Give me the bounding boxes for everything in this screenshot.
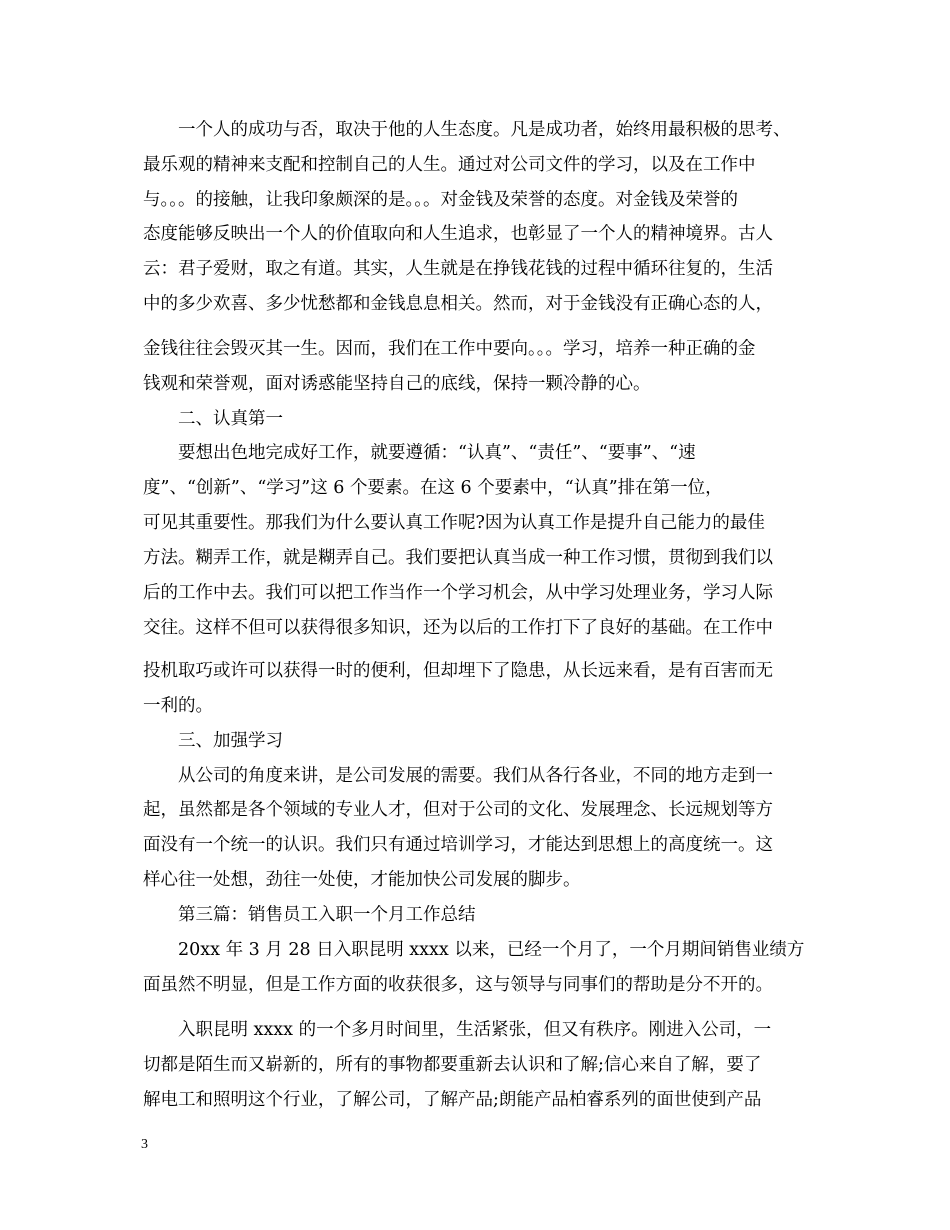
text-line: 样心往一处想，劲往一处使，才能加快公司发展的脚步。	[143, 870, 581, 890]
text-line: 起，虽然都是各个领域的专业人才，但对于公司的文化、发展理念、长远规划等方	[143, 800, 773, 820]
section-heading: 三、加强学习	[178, 731, 283, 751]
text-line: 与。。。的接触，让我印象颇深的是。。。对金钱及荣誉的态度。对金钱及荣誉的	[143, 190, 738, 210]
text-line: 投机取巧或许可以获得一时的便利，但却埋下了隐患，从长远来看，是有百害而无	[143, 661, 773, 681]
text-line: 云：君子爱财，取之有道。其实，人生就是在挣钱花钱的过程中循环往复的，生活	[143, 259, 773, 279]
text-line: 钱观和荣誉观，面对诱惑能坚持自己的底线，保持一颗冷静的心。	[143, 374, 651, 394]
text-line: 态度能够反映出一个人的价值取向和人生追求，也彰显了一个人的精神境界。古人	[143, 224, 773, 244]
text-line: 可见其重要性。那我们为什么要认真工作呢?因为认真工作是提升自己能力的最佳	[143, 513, 765, 533]
text-line: 切都是陌生而又崭新的，所有的事物都要重新去认识和了解;信心来自了解，要了	[143, 1055, 762, 1075]
text-line: 面没有一个统一的认识。我们只有通过培训学习，才能达到思想上的高度统一。这	[143, 835, 773, 855]
page-number: 3	[141, 1137, 148, 1152]
text-line: 度”、“创新”、“学习”这 6 个要素。在这 6 个要素中，“认真”排在第一位，	[143, 478, 723, 498]
text-line: 从公司的角度来讲，是公司发展的需要。我们从各行各业，不同的地方走到一	[178, 766, 773, 786]
text-line: 交往。这样不但可以获得很多知识，还为以后的工作打下了良好的基础。在工作中	[143, 618, 773, 638]
text-line: 要想出色地完成好工作，就要遵循：“认真”、“责任”、“要事”、“速	[178, 443, 696, 463]
text-line: 中的多少欢喜、多少忧愁都和金钱息息相关。然而，对于金钱没有正确心态的人，	[143, 294, 773, 314]
text-line: 金钱往往会毁灭其一生。因而，我们在工作中要向。。。学习，培养一种正确的金	[143, 339, 756, 359]
section-heading: 二、认真第一	[178, 409, 283, 429]
text-line: 面虽然不明显，但是工作方面的收获很多，这与领导与同事们的帮助是分不开的。	[143, 975, 773, 995]
text-line: 解电工和照明这个行业，了解公司，了解产品;朗能产品柏睿系列的面世使到产品	[143, 1090, 762, 1110]
text-line: 一个人的成功与否，取决于他的人生态度。凡是成功者，始终用最积极的思考、	[178, 120, 791, 140]
text-line: 最乐观的精神来支配和控制自己的人生。通过对公司文件的学习，以及在工作中	[143, 155, 756, 175]
text-line: 方法。糊弄工作，就是糊弄自己。我们要把认真当成一种工作习惯，贯彻到我们以	[143, 548, 773, 568]
text-line: 后的工作中去。我们可以把工作当作一个学习机会，从中学习处理业务，学习人际	[143, 583, 773, 603]
article-title: 第三篇：销售员工入职一个月工作总结	[178, 905, 476, 925]
text-line: 20xx 年 3 月 28 日入职昆明 xxxx 以来，已经一个月了，一个月期间销售业绩方	[178, 940, 805, 960]
text-line: 一利的。	[143, 696, 213, 716]
text-line: 入职昆明 xxxx 的一个多月时间里，生活紧张，但又有秩序。刚进入公司，一	[178, 1020, 772, 1040]
